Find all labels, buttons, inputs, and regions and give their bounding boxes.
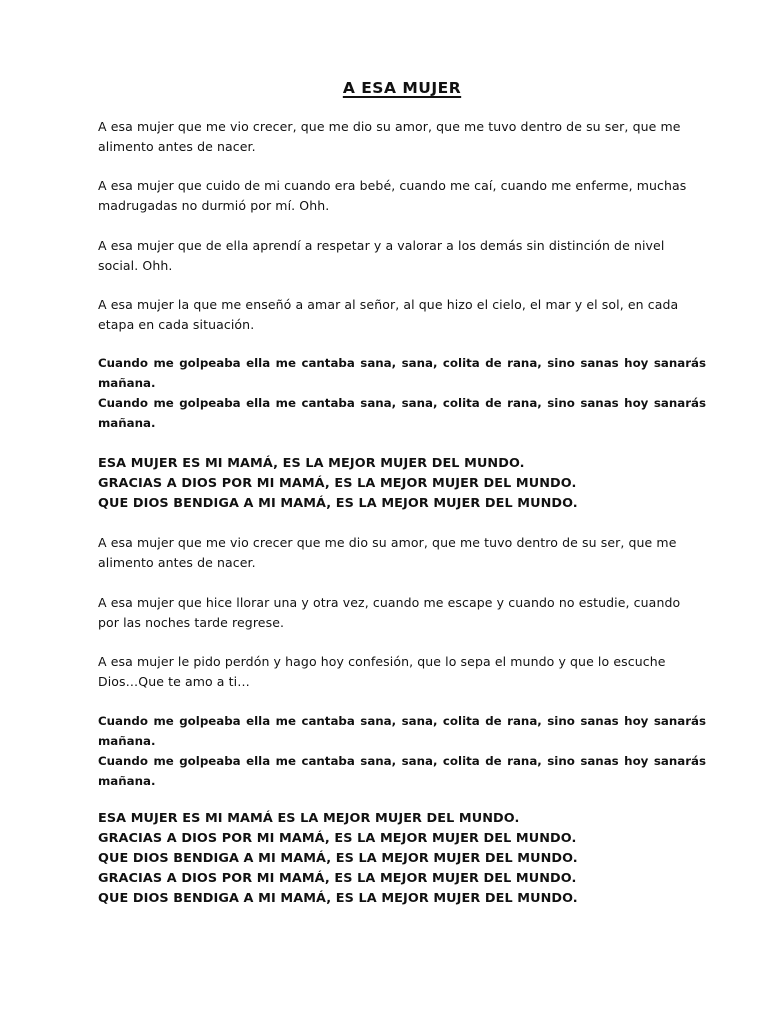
refrain-line: QUE DIOS BENDIGA A MI MAMÁ, ES LA MEJOR MUJER DEL MUNDO.	[98, 851, 578, 866]
verse-7: A esa mujer le pido perdón y hago hoy confesión, que lo sepa el mundo y que lo escuche Dios…Que te amo a ti…	[98, 654, 666, 689]
verse-1: A esa mujer que me vio crecer, que me dio su amor, que me tuvo dentro de su ser, que me alimento antes de nacer.	[98, 119, 681, 154]
chorus-block-2	[98, 711, 706, 791]
song-title-text: A ESA MUJER	[342, 79, 462, 97]
chorus-line: Cuando me golpeaba ella me cantaba sana, sana, colita de rana, sino sanas hoy sanarás mañana.	[98, 396, 706, 430]
refrain-line: ESA MUJER ES MI MAMÁ ES LA MEJOR MUJER DEL MUNDO.	[98, 811, 520, 826]
verse-4: A esa mujer la que me enseñó a amar al señor, al que hizo el cielo, el mar y el sol, en cada etapa en cada situación.	[98, 297, 679, 332]
verse-6: A esa mujer que hice llorar una y otra vez, cuando me escape y cuando no estudie, cuando por las noches tarde regrese.	[98, 595, 681, 630]
chorus-line: Cuando me golpeaba ella me cantaba sana, sana, colita de rana, sino sanas hoy sanarás mañana.	[98, 714, 706, 748]
chorus-line: Cuando me golpeaba ella me cantaba sana, sana, colita de rana, sino sanas hoy sanarás mañana.	[98, 356, 706, 390]
chorus-block-1	[98, 353, 706, 433]
verse-3: A esa mujer que de ella aprendí a respetar y a valorar a los demás sin distinción de nivel social. Ohh.	[98, 238, 665, 273]
verse-5: A esa mujer que me vio crecer que me dio su amor, que me tuvo dentro de su ser, que me alimento antes de nacer.	[98, 535, 677, 570]
verse-2: A esa mujer que cuido de mi cuando era bebé, cuando me caí, cuando me enferme, muchas madrugadas no durmió por mí. Ohh.	[98, 178, 687, 213]
refrain-line: ESA MUJER ES MI MAMÁ, ES LA MEJOR MUJER DEL MUNDO.	[98, 456, 525, 471]
refrain-line: GRACIAS A DIOS POR MI MAMÁ, ES LA MEJOR MUJER DEL MUNDO.	[98, 871, 577, 886]
refrain-line: GRACIAS A DIOS POR MI MAMÁ, ES LA MEJOR MUJER DEL MUNDO.	[98, 476, 577, 491]
chorus-line: Cuando me golpeaba ella me cantaba sana, sana, colita de rana, sino sanas hoy sanarás mañana.	[98, 754, 706, 788]
refrain-line: QUE DIOS BENDIGA A MI MAMÁ, ES LA MEJOR MUJER DEL MUNDO.	[98, 496, 578, 511]
song-title	[98, 78, 706, 98]
refrain-block-2	[98, 809, 706, 909]
refrain-block-1	[98, 454, 706, 514]
refrain-line: QUE DIOS BENDIGA A MI MAMÁ, ES LA MEJOR MUJER DEL MUNDO.	[98, 891, 578, 906]
refrain-line: GRACIAS A DIOS POR MI MAMÁ, ES LA MEJOR MUJER DEL MUNDO.	[98, 831, 577, 846]
